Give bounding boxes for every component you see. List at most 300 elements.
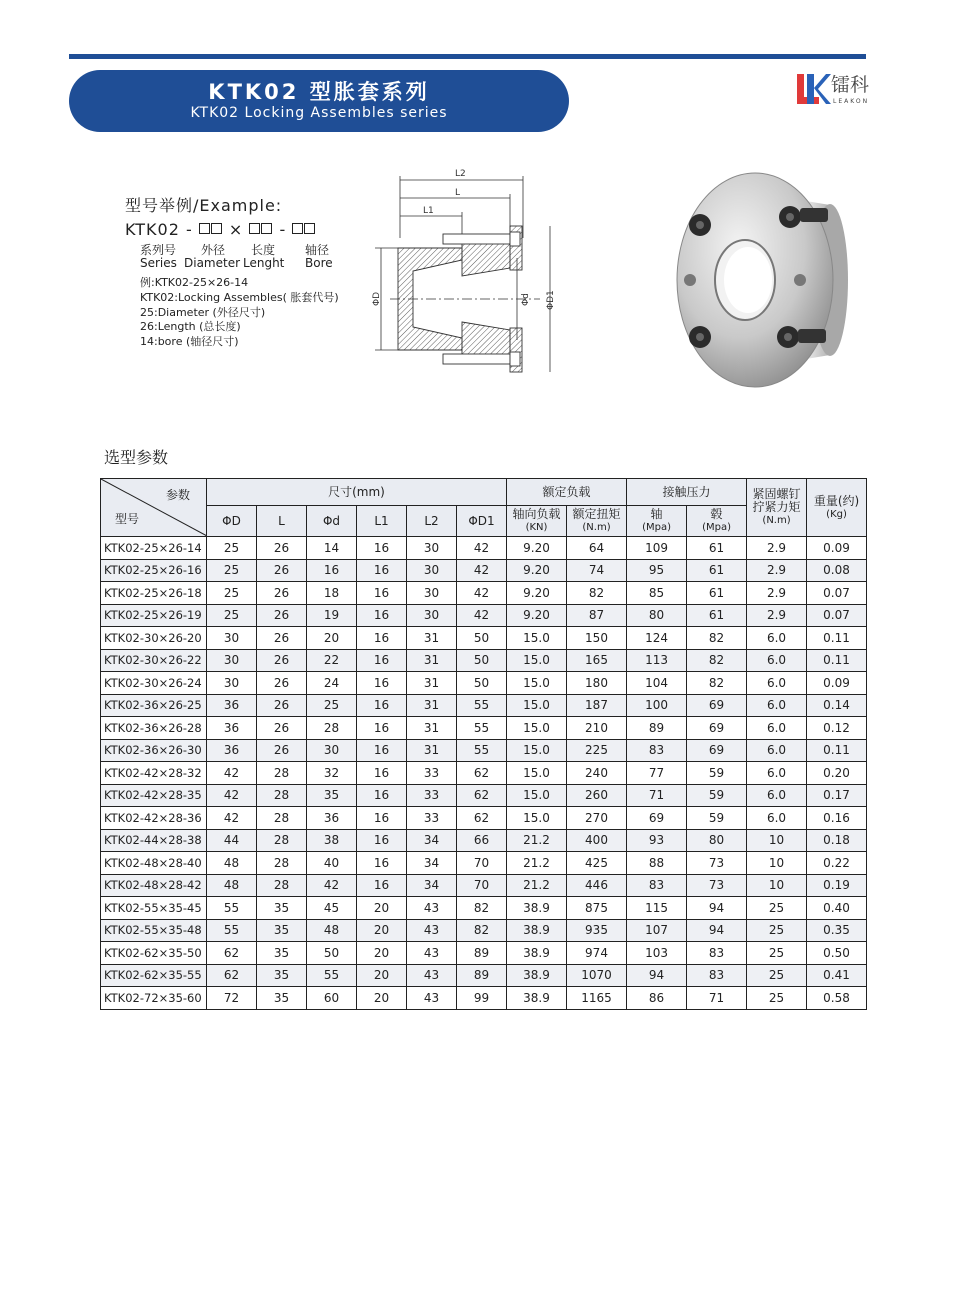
cell-od-D: 30 [207,649,257,672]
cell-bore-d: 14 [307,537,357,560]
cell-hub-pressure: 94 [687,919,747,942]
cell-od-D: 48 [207,874,257,897]
cell-length-L: 26 [257,672,307,695]
cell-model: KTK02-25×26-16 [101,559,207,582]
cell-weight: 0.11 [807,739,867,762]
cell-shaft-pressure: 94 [627,964,687,987]
cell-od-D1: 62 [457,784,507,807]
cell-bore-d: 16 [307,559,357,582]
cell-length-L2: 43 [407,964,457,987]
cell-hub-pressure: 80 [687,829,747,852]
cell-weight: 0.58 [807,987,867,1010]
cell-weight: 0.08 [807,559,867,582]
label-diameter-cn: 外径 [201,243,226,257]
cell-rated-torque: 400 [567,829,627,852]
corner-model-label: 型号 [115,512,140,526]
cell-length-L: 28 [257,852,307,875]
cell-length-L1: 20 [357,942,407,965]
cell-model: KTK02-42×28-32 [101,762,207,785]
cell-length-L2: 34 [407,874,457,897]
placeholder-box-icon [304,223,315,234]
table-row [101,649,867,672]
cell-od-D1: 55 [457,739,507,762]
header-L1: L1 [357,506,407,537]
cell-bore-d: 28 [307,717,357,740]
cell-length-L1: 16 [357,829,407,852]
cell-shaft-pressure: 93 [627,829,687,852]
cell-length-L1: 16 [357,807,407,830]
cell-length-L: 26 [257,604,307,627]
cell-rated-torque: 1165 [567,987,627,1010]
cell-axial-load: 15.0 [507,627,567,650]
cell-hub-pressure: 73 [687,874,747,897]
cell-hub-pressure: 83 [687,964,747,987]
code-prefix: KTK02 - [125,220,193,239]
cell-bore-d: 50 [307,942,357,965]
cell-shaft-pressure: 107 [627,919,687,942]
spec-table [100,478,867,1010]
cell-screw-torque: 6.0 [747,627,807,650]
cell-hub-pressure: 73 [687,852,747,875]
cell-length-L: 35 [257,987,307,1010]
cell-length-L2: 30 [407,604,457,627]
cell-od-D: 36 [207,739,257,762]
table-row [101,604,867,627]
cell-model: KTK02-30×26-22 [101,649,207,672]
cell-od-D: 55 [207,919,257,942]
cell-od-D1: 82 [457,919,507,942]
table-row [101,987,867,1010]
hub-label: 毂 [710,507,723,521]
cell-length-L2: 34 [407,829,457,852]
cell-screw-torque: 2.9 [747,559,807,582]
cell-screw-torque: 6.0 [747,672,807,695]
table-row [101,897,867,920]
cell-rated-torque: 82 [567,582,627,605]
cell-length-L1: 20 [357,919,407,942]
cell-shaft-pressure: 100 [627,694,687,717]
cell-screw-torque: 6.0 [747,784,807,807]
cell-od-D: 55 [207,897,257,920]
cell-rated-torque: 165 [567,649,627,672]
table-row [101,582,867,605]
cell-length-L1: 20 [357,987,407,1010]
cell-weight: 0.22 [807,852,867,875]
cell-length-L: 28 [257,784,307,807]
torque-unit: (N.m) [582,522,611,533]
cell-od-D: 30 [207,627,257,650]
header-D1: ΦD1 [457,506,507,537]
cell-length-L2: 30 [407,537,457,560]
logo-text-cn: 镭科 [831,74,870,96]
cell-od-D: 62 [207,942,257,965]
cell-length-L1: 16 [357,559,407,582]
cell-rated-torque: 74 [567,559,627,582]
cell-axial-load: 9.20 [507,537,567,560]
table-row [101,739,867,762]
cell-axial-load: 15.0 [507,672,567,695]
cell-shaft-pressure: 83 [627,874,687,897]
cell-rated-torque: 64 [567,537,627,560]
cell-weight: 0.11 [807,649,867,672]
example-title: 型号举例/Example: [125,196,283,215]
placeholder-box-icon [261,223,272,234]
cell-screw-torque: 6.0 [747,739,807,762]
cell-od-D1: 42 [457,537,507,560]
brand-logo [795,70,875,110]
cell-length-L2: 43 [407,987,457,1010]
cell-length-L2: 33 [407,784,457,807]
note-line: KTK02:Locking Assembles( 胀套代号) [140,290,339,304]
cell-rated-torque: 225 [567,739,627,762]
title-cn: KTK02 型胀套系列 [208,80,430,104]
cell-rated-torque: 270 [567,807,627,830]
cell-length-L: 35 [257,964,307,987]
weight-unit: (Kg) [826,508,847,520]
cell-axial-load: 38.9 [507,942,567,965]
cell-od-D: 42 [207,807,257,830]
dim-D-label: ΦD [372,291,382,306]
cell-screw-torque: 25 [747,987,807,1010]
cell-axial-load: 15.0 [507,649,567,672]
cell-length-L: 35 [257,897,307,920]
header-hub-pressure [687,506,747,537]
cell-model: KTK02-48×28-42 [101,874,207,897]
cell-od-D: 25 [207,537,257,560]
model-example [125,193,375,349]
cell-weight: 0.40 [807,897,867,920]
cell-model: KTK02-25×26-18 [101,582,207,605]
cell-length-L2: 43 [407,919,457,942]
hub-unit: (Mpa) [702,522,731,533]
cell-shaft-pressure: 86 [627,987,687,1010]
table-row [101,694,867,717]
cell-bore-d: 25 [307,694,357,717]
cell-weight: 0.41 [807,964,867,987]
table-row [101,874,867,897]
header-D: ΦD [207,506,257,537]
product-photo [660,165,870,395]
cell-weight: 0.09 [807,672,867,695]
cell-od-D1: 55 [457,694,507,717]
torque-label: 额定扭矩 [572,507,621,521]
cell-axial-load: 15.0 [507,739,567,762]
cell-axial-load: 9.20 [507,604,567,627]
table-row [101,919,867,942]
dim-D1-label: ΦD1 [546,290,556,310]
header-d: Φd [307,506,357,537]
cell-length-L: 35 [257,942,307,965]
shaft-unit: (Mpa) [642,522,671,533]
note-line: 例:KTK02-25×26-14 [140,276,249,289]
header-screw-torque [747,479,807,537]
cell-length-L1: 16 [357,582,407,605]
cell-rated-torque: 150 [567,627,627,650]
cell-od-D: 30 [207,672,257,695]
cell-length-L: 26 [257,627,307,650]
cell-length-L1: 16 [357,649,407,672]
cell-bore-d: 24 [307,672,357,695]
cell-length-L2: 33 [407,762,457,785]
cell-axial-load: 38.9 [507,919,567,942]
placeholder-box-icon [292,223,303,234]
header-shaft-pressure [627,506,687,537]
cell-od-D: 42 [207,762,257,785]
cell-axial-load: 38.9 [507,964,567,987]
title-en: KTK02 Locking Assembles series [190,105,448,121]
cell-hub-pressure: 94 [687,897,747,920]
cell-bore-d: 19 [307,604,357,627]
cell-od-D1: 89 [457,942,507,965]
cell-od-D: 36 [207,717,257,740]
cell-od-D1: 70 [457,852,507,875]
cell-hub-pressure: 82 [687,672,747,695]
cell-axial-load: 15.0 [507,807,567,830]
cell-shaft-pressure: 113 [627,649,687,672]
cell-length-L: 28 [257,762,307,785]
cell-hub-pressure: 69 [687,717,747,740]
cell-model: KTK02-42×28-35 [101,784,207,807]
placeholder-box-icon [211,223,222,234]
corner-param-label: 参数 [165,488,190,502]
cell-weight: 0.14 [807,694,867,717]
cell-hub-pressure: 69 [687,739,747,762]
cell-bore-d: 36 [307,807,357,830]
cell-model: KTK02-36×26-25 [101,694,207,717]
table-row [101,672,867,695]
cell-rated-torque: 1070 [567,964,627,987]
cell-rated-torque: 446 [567,874,627,897]
cell-bore-d: 30 [307,739,357,762]
cell-model: KTK02-42×28-36 [101,807,207,830]
cell-length-L1: 16 [357,762,407,785]
cell-bore-d: 45 [307,897,357,920]
header-size-group: 尺寸(mm) [207,479,507,506]
cell-rated-torque: 180 [567,672,627,695]
cell-model: KTK02-48×28-40 [101,852,207,875]
cell-bore-d: 32 [307,762,357,785]
cell-model: KTK02-62×35-55 [101,964,207,987]
cell-shaft-pressure: 69 [627,807,687,830]
cell-od-D1: 50 [457,672,507,695]
cell-od-D1: 50 [457,627,507,650]
table-row [101,762,867,785]
cell-shaft-pressure: 80 [627,604,687,627]
cell-shaft-pressure: 104 [627,672,687,695]
cell-length-L2: 34 [407,852,457,875]
cell-od-D: 48 [207,852,257,875]
header-load-group: 额定负载 [507,479,627,506]
cell-hub-pressure: 59 [687,784,747,807]
cell-rated-torque: 260 [567,784,627,807]
cell-hub-pressure: 59 [687,762,747,785]
cell-axial-load: 15.0 [507,784,567,807]
table-row [101,807,867,830]
cell-od-D: 36 [207,694,257,717]
cell-model: KTK02-25×26-14 [101,537,207,560]
cell-length-L1: 20 [357,964,407,987]
cell-length-L2: 33 [407,807,457,830]
cell-length-L1: 16 [357,537,407,560]
cell-model: KTK02-62×35-50 [101,942,207,965]
header-pressure-group: 接触压力 [627,479,747,506]
cell-length-L: 28 [257,829,307,852]
label-series-cn: 系列号 [140,243,177,257]
logo-text-en: LEAKON [833,98,870,105]
label-length-en: Lenght [243,256,285,270]
cell-length-L1: 20 [357,897,407,920]
cell-axial-load: 9.20 [507,559,567,582]
cell-axial-load: 38.9 [507,897,567,920]
cell-screw-torque: 2.9 [747,537,807,560]
cell-od-D1: 50 [457,649,507,672]
cell-hub-pressure: 59 [687,807,747,830]
cell-od-D: 44 [207,829,257,852]
cell-length-L: 26 [257,582,307,605]
cell-screw-torque: 25 [747,964,807,987]
cross-section-drawing [365,168,570,383]
cell-hub-pressure: 61 [687,537,747,560]
cell-axial-load: 15.0 [507,762,567,785]
cell-axial-load: 21.2 [507,852,567,875]
cell-bore-d: 55 [307,964,357,987]
cell-length-L: 26 [257,717,307,740]
cell-screw-torque: 6.0 [747,717,807,740]
cell-hub-pressure: 82 [687,627,747,650]
example-code [125,220,316,239]
cell-shaft-pressure: 71 [627,784,687,807]
cell-hub-pressure: 82 [687,649,747,672]
table-row [101,627,867,650]
cell-bore-d: 35 [307,784,357,807]
section-title: 选型参数 [104,448,169,467]
cell-length-L1: 16 [357,717,407,740]
cell-shaft-pressure: 88 [627,852,687,875]
header-L2: L2 [407,506,457,537]
cell-axial-load: 15.0 [507,694,567,717]
cell-length-L: 26 [257,694,307,717]
cell-model: KTK02-25×26-19 [101,604,207,627]
cell-screw-torque: 6.0 [747,807,807,830]
cell-weight: 0.11 [807,627,867,650]
note-line: 25:Diameter (外径尺寸) [140,305,266,319]
cell-od-D1: 82 [457,897,507,920]
cell-weight: 0.35 [807,919,867,942]
cell-od-D1: 62 [457,762,507,785]
cell-screw-torque: 10 [747,852,807,875]
placeholder-box-icon [249,223,260,234]
cell-length-L2: 31 [407,649,457,672]
cell-length-L: 26 [257,739,307,762]
cell-screw-torque: 10 [747,829,807,852]
cell-axial-load: 9.20 [507,582,567,605]
cell-weight: 0.20 [807,762,867,785]
cell-rated-torque: 87 [567,604,627,627]
cell-bore-d: 18 [307,582,357,605]
cell-model: KTK02-30×26-24 [101,672,207,695]
dim-d-label: Φd [521,293,531,306]
header-weight [807,479,867,537]
cell-length-L1: 16 [357,672,407,695]
cell-length-L1: 16 [357,874,407,897]
cell-model: KTK02-55×35-48 [101,919,207,942]
cell-length-L2: 31 [407,672,457,695]
cell-shaft-pressure: 77 [627,762,687,785]
cell-length-L1: 16 [357,852,407,875]
label-series-en: Series [140,256,177,270]
cell-od-D1: 89 [457,964,507,987]
header-rated-torque [567,506,627,537]
cell-hub-pressure: 61 [687,604,747,627]
cell-length-L: 26 [257,537,307,560]
dim-L-label: L [455,188,461,198]
cell-od-D1: 42 [457,604,507,627]
note-line: 14:bore (轴径尺寸) [140,335,239,349]
cell-length-L: 26 [257,649,307,672]
cell-shaft-pressure: 95 [627,559,687,582]
table-row [101,852,867,875]
cell-rated-torque: 425 [567,852,627,875]
cell-weight: 0.17 [807,784,867,807]
cell-od-D: 25 [207,604,257,627]
cell-od-D1: 66 [457,829,507,852]
cell-weight: 0.07 [807,582,867,605]
cell-model: KTK02-44×28-38 [101,829,207,852]
cell-weight: 0.12 [807,717,867,740]
cell-model: KTK02-30×26-20 [101,627,207,650]
dim-L2-label: L2 [455,169,466,179]
cell-od-D1: 62 [457,807,507,830]
cell-hub-pressure: 83 [687,942,747,965]
cell-bore-d: 38 [307,829,357,852]
cell-screw-torque: 25 [747,919,807,942]
cell-length-L2: 30 [407,559,457,582]
cell-shaft-pressure: 85 [627,582,687,605]
table-row [101,829,867,852]
cell-rated-torque: 210 [567,717,627,740]
cell-screw-torque: 6.0 [747,694,807,717]
cell-od-D1: 42 [457,582,507,605]
header-L: L [257,506,307,537]
cell-screw-torque: 10 [747,874,807,897]
cell-od-D1: 99 [457,987,507,1010]
cell-od-D: 72 [207,987,257,1010]
screw-unit: (N.m) [762,515,791,526]
cell-length-L1: 16 [357,784,407,807]
cell-length-L2: 30 [407,582,457,605]
cell-shaft-pressure: 83 [627,739,687,762]
weight-label: 重量(约) [813,493,860,508]
cell-shaft-pressure: 124 [627,627,687,650]
cell-bore-d: 40 [307,852,357,875]
shaft-label: 轴 [650,507,663,521]
cell-axial-load: 21.2 [507,874,567,897]
cell-rated-torque: 187 [567,694,627,717]
top-rule [69,54,866,59]
cell-hub-pressure: 61 [687,559,747,582]
label-diameter-en: Diameter [184,256,241,270]
cell-screw-torque: 25 [747,897,807,920]
table-row [101,964,867,987]
cell-model: KTK02-36×26-28 [101,717,207,740]
spec-table-body [101,537,867,1010]
cell-weight: 0.07 [807,604,867,627]
cell-screw-torque: 2.9 [747,582,807,605]
cell-hub-pressure: 69 [687,694,747,717]
corner-diagonal [101,479,207,536]
cell-bore-d: 22 [307,649,357,672]
label-bore-en: Bore [305,256,333,270]
